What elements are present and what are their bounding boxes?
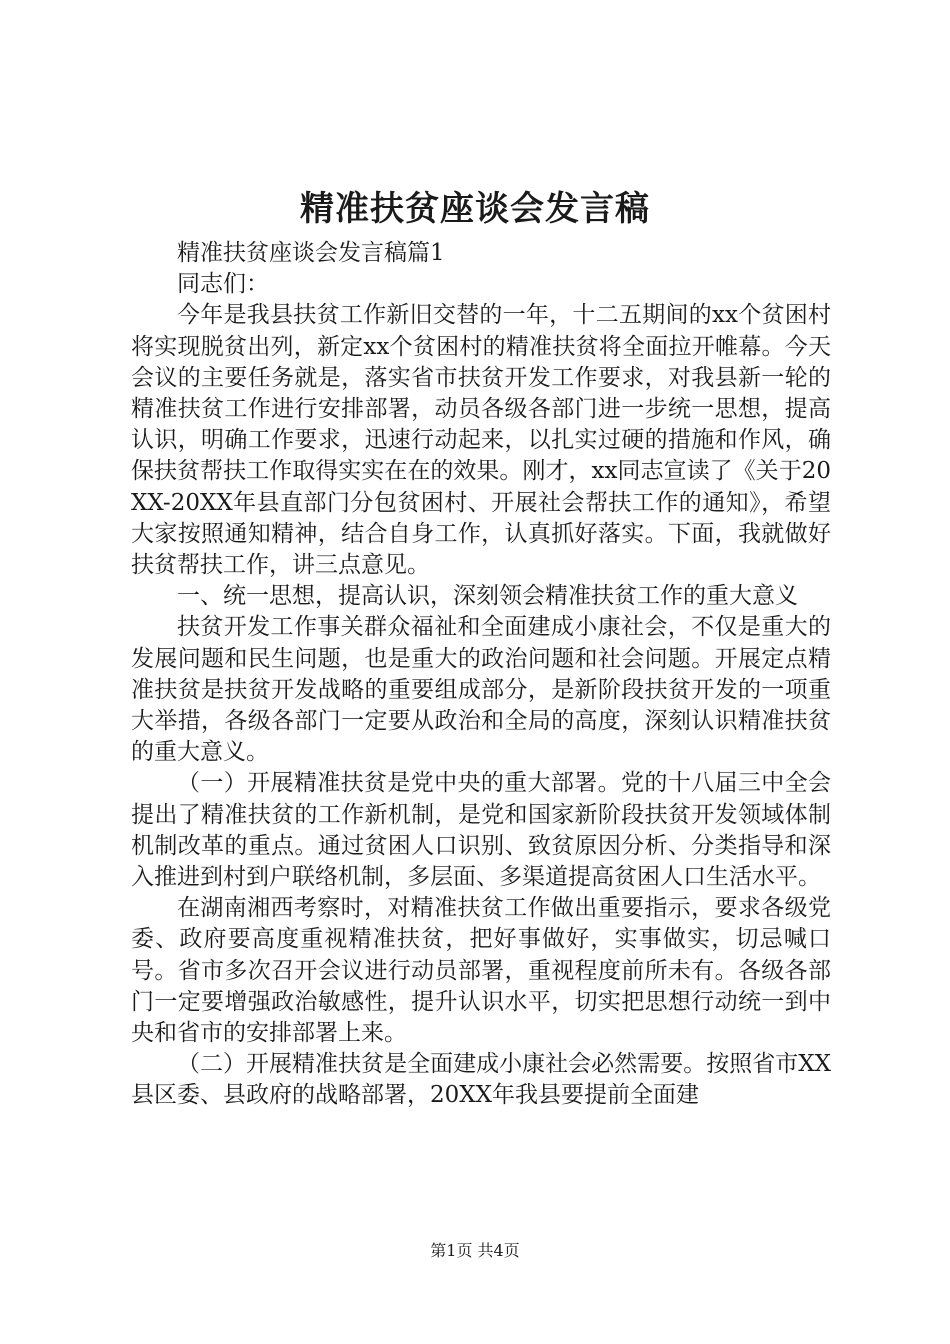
body-paragraph: 在湖南湘西考察时，对精准扶贫工作做出重要指示，要求各级党委、政府要高度重视精准扶贫，把好事做好，实事做实，切忌喊口号。省市多次召开会议进行动员部署，重视程度前所未有。各级各部门一定要增强政治敏感性，提升认识水平，切实把思想行动统一到中央和省市的安排部署上来。: [131, 895, 831, 1047]
document-title: 精准扶贫座谈会发言稿: [300, 189, 650, 229]
body-paragraph: 今年是我县扶贫工作新旧交替的一年，十二五期间的xx个贫困村将实现脱贫出列，新定xx个贫困村的精准扶贫将全面拉开帷幕。今天会议的主要任务就是，落实省市扶贫开发工作要求，对我县新一轮的精准扶贫工作进行安排部署，动员各级各部门进一步统一思想，提高认识，明确工作要求，迅速行动起来，以扎实过硬的措施和作风，确保扶贫帮扶工作取得实实在在的效果。刚才，xx同志宣读了《关于20XX-20XX年县直部门分包贫困村、开展社会帮扶工作的通知》，希望大家按照通知精神，结合自身工作，认真抓好落实。下面，我就做好扶贫帮扶工作，讲三点意见。: [131, 302, 831, 579]
salutation-paragraph: 同志们：: [177, 271, 269, 298]
page-number-footer: 第1页 共4页: [430, 1241, 520, 1260]
body-paragraph: （一）开展精准扶贫是党中央的重大部署。党的十八届三中全会提出了精准扶贫的工作新机制，是党和国家新阶段扶贫开发领域体制机制改革的重点。通过贫困人口识别、致贫原因分析、分类指导和深入推进到村到户联络机制，多层面、多渠道提高贫困人口生活水平。: [131, 770, 831, 891]
body-paragraph: 扶贫开发工作事关群众福祉和全面建成小康社会，不仅是重大的发展问题和民生问题，也是重大的政治问题和社会问题。开展定点精准扶贫是扶贫开发战略的重要组成部分，是新阶段扶贫开发的一项重大举措，各级各部门一定要从政治和全局的高度，深刻认识精准扶贫的重大意义。: [131, 614, 831, 766]
section-heading: 一、统一思想，提高认识，深刻领会精准扶贫工作的重大意义: [177, 583, 798, 610]
document-body: [131, 238, 831, 1112]
body-paragraph: （二）开展精准扶贫是全面建成小康社会必然需要。按照省市XX县区委、县政府的战略部署，20XX年我县要提前全面建: [131, 1051, 831, 1109]
subtitle-paragraph: 精准扶贫座谈会发言稿篇1: [177, 240, 445, 266]
